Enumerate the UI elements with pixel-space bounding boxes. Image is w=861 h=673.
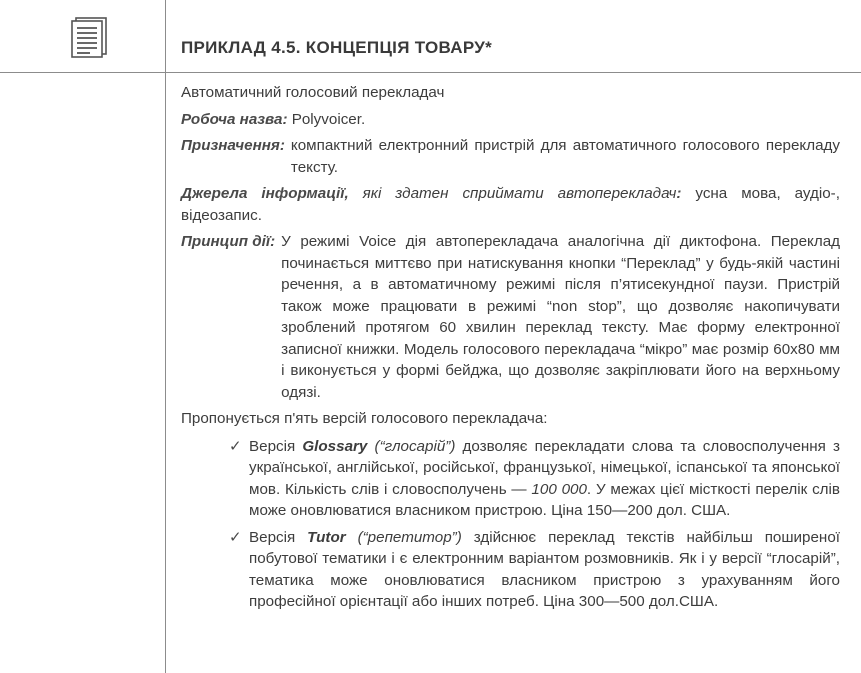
purpose-label: Призначення: [181, 137, 285, 154]
sources-text: усна мова, аудіо-, відеозапис. [181, 185, 840, 224]
working-name-label: Робоча назва: [181, 110, 288, 128]
version-text-end: . У межах цієї місткості перелік слів може оновлюватися власником пристрою. Ціна 150—200 дол. США. [249, 480, 840, 519]
vertical-divider [165, 0, 166, 673]
principle-label: Принцип дії: [181, 233, 276, 250]
list-item [229, 527, 840, 613]
version-alias: (“глосарій”) [374, 437, 456, 455]
list-item [229, 436, 840, 522]
principle-text: У режимі Voice дія автоперекладача аналогічна дії диктофона. Переклад починається миттєво при натискування кнопки “Переклад” у будь-якій частині речення, а в автоматичному режимі після п’ятисекундної паузи. Пристрій також може працювати в режимі “non stop”, що дозволяє накопичувати зроблений протягом 60 хвилин переклад тексту. Має форму електронної записної книжки. Модель голосового перекладача “мікро” має розмір 60х80 мм і виконується у формі бейджа, що дозволяє закріплювати його на верхньому одязі. [281, 233, 840, 401]
checkmark-icon: ✓ [229, 437, 242, 455]
version-name: Glossary [302, 437, 368, 455]
version-alias: (“репетитор”) [357, 528, 462, 546]
version-text: здійснює переклад текстів найбільш поширеної побутової тематики і є електронним варіантом розмовників. Як і у версії “глосарій”, тематика може оновлюватися власником пристрою з урахуванням його професійної орієнтації або інших потреб. Ціна 300—500 дол.США. [249, 528, 840, 610]
sources-colon: : [676, 185, 682, 202]
versions-list [181, 436, 840, 613]
versions-intro: Пропонується п'ять версій голосового перекладача: [181, 410, 548, 427]
version-prefix: Версія [249, 528, 296, 546]
document-icon [68, 17, 108, 59]
horizontal-divider [0, 72, 861, 73]
version-prefix: Версія [249, 437, 296, 455]
version-text: дозволяє перекладати слова та словосполучення з української, англійської, російської, французької, німецької, іспанської та японської мов. Кількість слів і словосполучень — [249, 437, 840, 498]
purpose-row [181, 135, 840, 178]
example-title: ПРИКЛАД 4.5. КОНЦЕПЦІЯ ТОВАРУ* [181, 38, 493, 57]
checkmark-icon: ✓ [229, 528, 242, 546]
sources-row [181, 183, 840, 226]
version-count: 100 000 [531, 480, 587, 498]
principle-row [181, 231, 840, 403]
sources-lead: які здатен сприймати автоперекладач [362, 185, 677, 202]
sources-label: Джерела інформації, [181, 185, 349, 202]
working-name [181, 109, 840, 131]
example-body [181, 82, 840, 618]
purpose-text: компактний електронний пристрій для автоматичного голосового перекладу тексту. [290, 137, 840, 176]
working-name-value: Polyvoicer. [291, 110, 366, 128]
version-name: Tutor [307, 528, 346, 546]
intro-line: Автоматичний голосовий перекладач [181, 84, 445, 101]
